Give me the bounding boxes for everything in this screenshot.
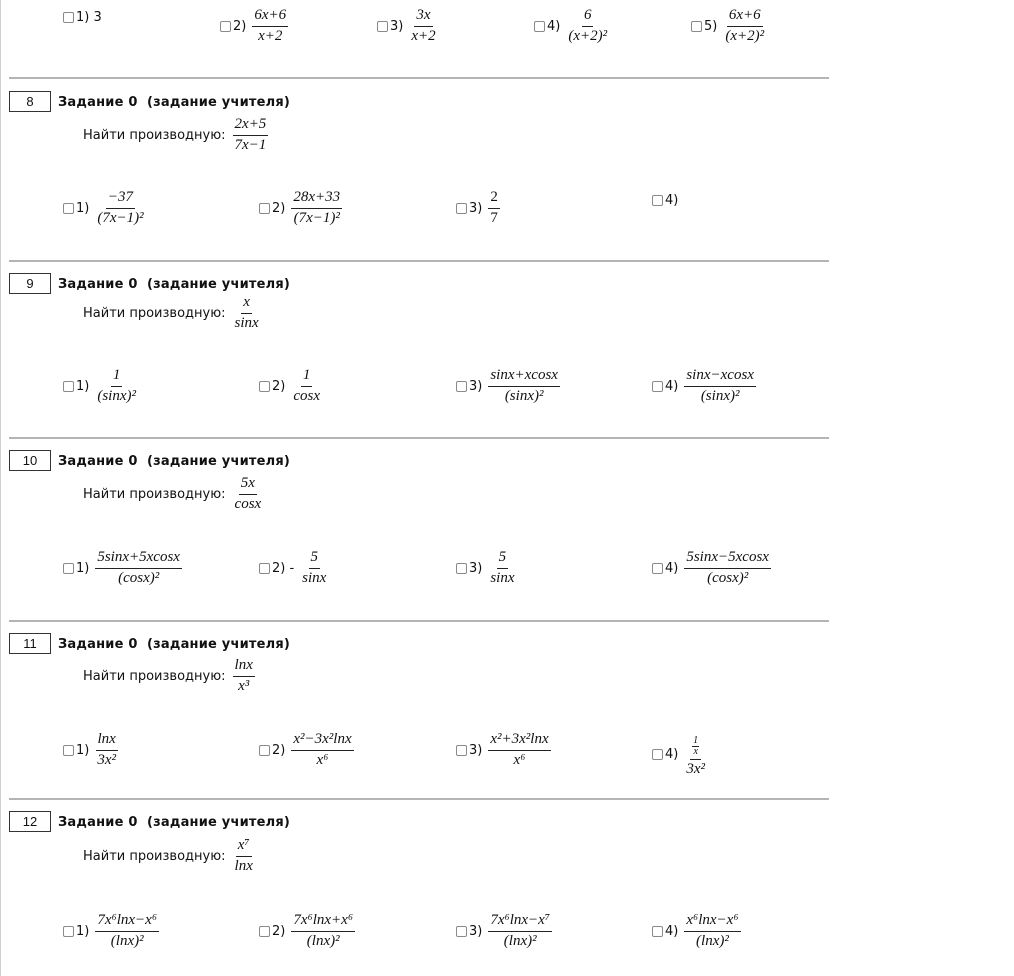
- answer-fraction: [291, 190, 342, 227]
- answer-label: 1): [76, 742, 90, 758]
- question-fraction: [233, 658, 255, 695]
- fraction-denominator: lnx: [234, 857, 253, 874]
- fraction-numerator: x: [241, 295, 252, 314]
- answer-option[interactable]: [652, 550, 771, 587]
- answer-fraction: [684, 732, 707, 778]
- answer-label: 3): [469, 200, 483, 216]
- task-title: Задание 0 (задание учителя): [58, 95, 291, 110]
- answer-checkbox[interactable]: [456, 563, 467, 574]
- fraction-numerator: lnx: [233, 658, 255, 677]
- fraction-numerator: 6x+6: [727, 8, 763, 27]
- fraction-denominator: x⁶: [513, 751, 526, 768]
- answer-fraction: [684, 913, 740, 950]
- fraction-denominator: x³: [238, 677, 250, 694]
- answer-fraction: [291, 732, 353, 769]
- page-left-border: [0, 0, 1, 976]
- fraction-numerator: 6x+6: [252, 8, 288, 27]
- fraction-numerator: 5sinx+5xcosx: [95, 550, 182, 569]
- answer-option[interactable]: [456, 913, 552, 950]
- question-fraction: [233, 117, 269, 154]
- fraction-denominator: 3x²: [97, 751, 116, 768]
- fraction-numerator: 7x⁶lnx−x⁶: [95, 913, 159, 932]
- fraction-numerator: 2: [488, 190, 500, 209]
- answer-checkbox[interactable]: [456, 745, 467, 756]
- fraction-denominator: 3x²: [686, 761, 705, 777]
- task-question: [83, 295, 261, 332]
- answer-option[interactable]: [691, 8, 766, 45]
- nested-numerator: 1: [693, 735, 699, 746]
- fraction-numerator: x⁶lnx−x⁶: [684, 913, 740, 932]
- fraction-denominator: (sinx)²: [504, 387, 544, 404]
- answer-option[interactable]: [259, 368, 322, 405]
- task-question: [83, 658, 255, 695]
- fraction-numerator: 7x⁶lnx−x⁷: [488, 913, 552, 932]
- section-divider: [9, 620, 829, 622]
- answer-checkbox[interactable]: [63, 745, 74, 756]
- answer-fraction: [684, 368, 756, 405]
- task-title: Задание 0 (задание учителя): [58, 637, 291, 652]
- fraction-denominator: (cosx)²: [118, 569, 160, 586]
- answer-checkbox[interactable]: [259, 563, 270, 574]
- answer-option[interactable]: [456, 732, 551, 769]
- task-question: [83, 117, 268, 154]
- answer-option[interactable]: [534, 8, 609, 45]
- question-fraction: [233, 295, 261, 332]
- answer-checkbox[interactable]: [377, 21, 388, 32]
- fraction-denominator: x⁶: [316, 751, 329, 768]
- question-text: Найти производную:: [83, 305, 226, 321]
- answer-fraction: [488, 732, 550, 769]
- answer-option[interactable]: [259, 913, 355, 950]
- fraction-denominator: sinx: [234, 314, 259, 331]
- answer-checkbox[interactable]: [259, 381, 270, 392]
- nested-fraction: [692, 736, 699, 757]
- answer-option[interactable]: [377, 8, 438, 45]
- answer-option[interactable]: [63, 10, 108, 25]
- fraction-numerator: [690, 732, 701, 760]
- answer-checkbox[interactable]: [652, 926, 663, 937]
- fraction-numerator: 5sinx−5xcosx: [684, 550, 771, 569]
- answer-fraction: [95, 368, 138, 405]
- answer-option[interactable]: [652, 368, 756, 405]
- task-title: Задание 0 (задание учителя): [58, 815, 291, 830]
- section-divider: [9, 260, 829, 262]
- fraction-numerator: 5: [497, 550, 509, 569]
- fraction-numerator: 28x+33: [291, 190, 342, 209]
- answer-label: 1): [76, 378, 90, 394]
- answer-fraction: [95, 913, 159, 950]
- answer-checkbox[interactable]: [652, 381, 663, 392]
- question-text: Найти производную:: [83, 668, 226, 684]
- section-divider: [9, 77, 829, 79]
- fraction-denominator: (cosx)²: [707, 569, 749, 586]
- answer-checkbox[interactable]: [456, 203, 467, 214]
- answer-label: 1): [76, 560, 90, 576]
- fraction-denominator: 7: [490, 209, 498, 226]
- answer-label: 2) -: [272, 560, 295, 576]
- question-fraction: [233, 838, 255, 875]
- fraction-numerator: x²−3x²lnx: [291, 732, 353, 751]
- fraction-numerator: x⁷: [236, 838, 252, 857]
- answer-option[interactable]: [220, 8, 288, 45]
- answer-fraction: [95, 732, 118, 769]
- answer-fraction: [291, 913, 355, 950]
- answer-checkbox[interactable]: [259, 926, 270, 937]
- answer-label: 2): [272, 742, 286, 758]
- answer-option[interactable]: [259, 190, 342, 227]
- fraction-denominator: (lnx)²: [696, 932, 729, 949]
- answer-checkbox[interactable]: [63, 563, 74, 574]
- answer-checkbox[interactable]: [63, 381, 74, 392]
- answer-checkbox[interactable]: [63, 926, 74, 937]
- answer-fraction: [684, 550, 771, 587]
- fraction-denominator: (lnx)²: [110, 932, 144, 949]
- fraction-numerator: 5x: [239, 476, 257, 495]
- answer-checkbox[interactable]: [259, 745, 270, 756]
- fraction-numerator: x²+3x²lnx: [488, 732, 550, 751]
- answer-fraction: [488, 913, 552, 950]
- answer-checkbox[interactable]: [63, 12, 74, 23]
- answer-fraction: [488, 368, 560, 405]
- answer-label: 3): [469, 560, 483, 576]
- answer-fraction: [488, 550, 516, 587]
- question-fraction: [233, 476, 264, 513]
- answer-label: 4): [665, 193, 679, 208]
- answer-label: 2): [272, 923, 286, 939]
- answer-checkbox[interactable]: [691, 21, 702, 32]
- task-title: Задание 0 (задание учителя): [58, 454, 291, 469]
- answer-label: 3): [469, 378, 483, 394]
- answer-label: 3): [390, 18, 404, 34]
- answer-checkbox[interactable]: [456, 926, 467, 937]
- answer-option[interactable]: [63, 190, 146, 227]
- answer-fraction: [95, 550, 182, 587]
- nested-denominator: x: [693, 746, 698, 757]
- answer-option[interactable]: [259, 732, 354, 769]
- answer-label: 4): [665, 378, 679, 394]
- task-question: [83, 476, 263, 513]
- fraction-numerator: 2x+5: [233, 117, 269, 136]
- question-text: Найти производную:: [83, 127, 226, 143]
- fraction-denominator: x+2: [411, 27, 436, 44]
- fraction-denominator: sinx: [302, 569, 327, 586]
- answer-label: 5): [704, 18, 718, 34]
- answer-option[interactable]: [63, 913, 159, 950]
- answer-fraction: [488, 190, 500, 227]
- task-number-box: 9: [9, 273, 51, 294]
- answer-fraction: [409, 8, 437, 45]
- answer-fraction: [291, 368, 322, 405]
- fraction-denominator: x+2: [258, 27, 283, 44]
- answer-label: 3): [469, 923, 483, 939]
- answer-option[interactable]: [456, 368, 560, 405]
- answer-fraction: [252, 8, 288, 45]
- task-number-box: 8: [9, 91, 51, 112]
- answer-fraction: [723, 8, 766, 45]
- fraction-denominator: 7x−1: [234, 136, 267, 153]
- question-text: Найти производную:: [83, 848, 226, 864]
- fraction-denominator: cosx: [293, 387, 320, 404]
- answer-label: 1): [76, 923, 90, 939]
- fraction-numerator: sinx−xcosx: [684, 368, 756, 387]
- answer-label: 1) 3: [76, 10, 102, 25]
- fraction-denominator: (7x−1)²: [293, 209, 340, 226]
- answer-fraction: [566, 8, 609, 45]
- fraction-numerator: 1: [301, 368, 313, 387]
- fraction-numerator: 1: [111, 368, 123, 387]
- answer-checkbox[interactable]: [652, 749, 663, 760]
- answer-label: 4): [665, 923, 679, 939]
- fraction-denominator: (lnx)²: [306, 932, 340, 949]
- section-divider: [9, 798, 829, 800]
- answer-label: 4): [547, 18, 561, 34]
- answer-option[interactable]: [63, 550, 182, 587]
- task-number-box: 12: [9, 811, 51, 832]
- answer-option[interactable]: [456, 190, 500, 227]
- fraction-denominator: (sinx)²: [700, 387, 740, 404]
- answer-option[interactable]: [456, 550, 517, 587]
- task-number-box: 10: [9, 450, 51, 471]
- fraction-denominator: cosx: [234, 495, 262, 512]
- answer-label: 1): [76, 200, 90, 216]
- task-question: [83, 838, 255, 875]
- answer-label: 4): [665, 747, 679, 763]
- answer-option[interactable]: [652, 193, 684, 208]
- answer-checkbox[interactable]: [652, 563, 663, 574]
- fraction-numerator: sinx+xcosx: [488, 368, 560, 387]
- answer-checkbox[interactable]: [456, 381, 467, 392]
- fraction-denominator: (x+2)²: [725, 27, 765, 44]
- answer-option[interactable]: [259, 550, 328, 587]
- answer-checkbox[interactable]: [652, 195, 663, 206]
- question-text: Найти производную:: [83, 486, 226, 502]
- answer-label: 2): [272, 200, 286, 216]
- answer-checkbox[interactable]: [259, 203, 270, 214]
- answer-option[interactable]: [63, 732, 118, 769]
- fraction-numerator: 3x: [414, 8, 432, 27]
- answer-option[interactable]: [652, 732, 707, 778]
- answer-option[interactable]: [652, 913, 741, 950]
- fraction-denominator: (x+2)²: [568, 27, 608, 44]
- fraction-denominator: sinx: [490, 569, 515, 586]
- answer-checkbox[interactable]: [220, 21, 231, 32]
- fraction-numerator: 7x⁶lnx+x⁶: [291, 913, 355, 932]
- fraction-denominator: (7x−1)²: [97, 209, 144, 226]
- fraction-numerator: lnx: [96, 732, 118, 751]
- answer-fraction: [95, 190, 145, 227]
- fraction-denominator: (sinx)²: [97, 387, 136, 404]
- answer-checkbox[interactable]: [534, 21, 545, 32]
- answer-checkbox[interactable]: [63, 203, 74, 214]
- task-number-box: 11: [9, 633, 51, 654]
- answer-label: 2): [272, 378, 286, 394]
- answer-option[interactable]: [63, 368, 138, 405]
- answer-label: 4): [665, 560, 679, 576]
- fraction-denominator: (lnx)²: [503, 932, 537, 949]
- section-divider: [9, 437, 829, 439]
- fraction-numerator: 6: [582, 8, 594, 27]
- answer-fraction: [300, 550, 328, 587]
- fraction-numerator: −37: [106, 190, 135, 209]
- answer-label: 2): [233, 18, 247, 34]
- task-title: Задание 0 (задание учителя): [58, 277, 291, 292]
- answer-label: 3): [469, 742, 483, 758]
- fraction-numerator: 5: [309, 550, 321, 569]
